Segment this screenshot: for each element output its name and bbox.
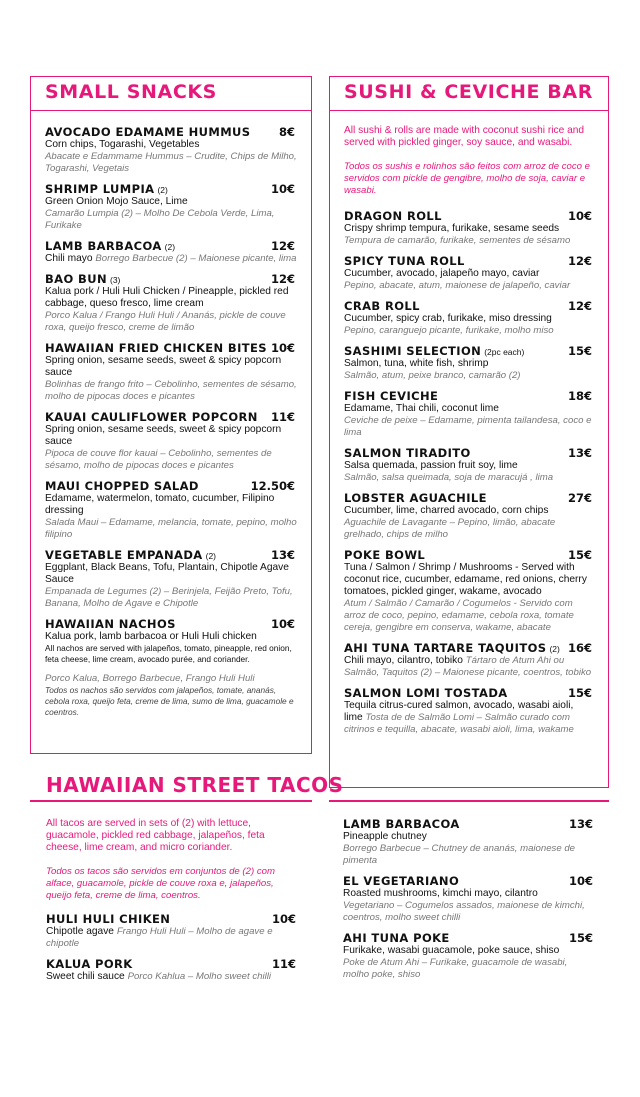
item-description: Spring onion, sesame seeds, sweet & spicy popcorn sauce	[45, 355, 282, 378]
menu-item-head	[344, 548, 594, 562]
item-name: HAWAIIAN NACHOS	[45, 617, 176, 631]
item-description-pt: Pepino, abacate, atum, maionese de jalapeño, caviar	[344, 280, 571, 291]
item-description-pt: Tempura de camarão, furikake, sementes de sésamo	[344, 235, 571, 246]
item-price: 15€	[567, 686, 592, 700]
tacos-left-list	[46, 912, 298, 983]
item-description: Pineapple chutney	[343, 831, 427, 842]
menu-item-el-vegetariano	[343, 874, 595, 924]
menu-item-lamb-barbacoa	[45, 239, 297, 265]
menu-item-head	[45, 341, 297, 355]
item-price: 10€	[568, 874, 593, 888]
menu-item-head	[344, 686, 594, 700]
item-desc-pt: Borrego Barbecue (2) – Maionese picante, lima	[95, 253, 297, 264]
tacos-intro: All tacos are served in sets of (2) with lettuce, guacamole, pickled red cabbage, jalapeños, feta cheese, lime cream, and micro coriander.	[46, 818, 265, 853]
item-price: 10€	[567, 209, 592, 223]
item-name: SHRIMP LUMPIA	[45, 182, 155, 196]
item-description-pt: Atum / Salmão / Camarão / Cogumelos - Servido com arroz de coco, pepino, edamame, cebola roxa, tomate cereja, gengibre em conserva, wakame, abacate	[344, 598, 574, 633]
tacos-title: HAWAIIAN STREET TACOS	[46, 773, 344, 797]
nachos-note: All nachos are served with jalapeños, tomato, pineapple, red onion, feta cheese, lime cream, avocado purée, and coriander.	[45, 643, 292, 664]
menu-item-head	[344, 641, 594, 655]
item-qty: (2)	[549, 644, 560, 654]
item-description	[46, 971, 298, 983]
item-desc-pt: Tosta de de Salmão Lomi – Salmão curado com citrinos e tequilla, abacate, wasabi aioli, lima, wakame	[344, 712, 574, 735]
item-description-pt: Poke de Atum Ahi – Furikake, guacamole de wasabi, molho poke, shiso	[343, 957, 568, 980]
item-description-pt: Pipoca de couve flor kauai – Cebolinho, sementes de sésamo, molho de pipocas doces e picantes	[45, 448, 272, 471]
menu-item-head	[344, 491, 594, 505]
item-desc-en: Sweet chili sauce	[46, 971, 125, 982]
item-price: 11€	[271, 957, 296, 971]
item-description: Corn chips, Togarashi, Vegetables	[45, 139, 200, 150]
sushi-bottom-divider	[329, 800, 609, 802]
menu-item-head	[45, 239, 297, 253]
tacos-right-list	[343, 817, 595, 988]
item-price: 10€	[270, 341, 295, 355]
item-price: 10€	[270, 617, 295, 631]
item-description: Salmon, tuna, white fish, shrimp	[344, 358, 489, 369]
menu-item-head	[45, 125, 297, 139]
item-description-pt: Vegetariano – Cogumelos assados, maionese de kimchi, coentros, molho sweet chilli	[343, 900, 585, 923]
item-name: SPICY TUNA ROLL	[344, 254, 465, 268]
item-description-pt: Borrego Barbecue – Chutney de ananás, maionese de pimenta	[343, 843, 576, 866]
item-description: Furikake, wasabi guacamole, poke sauce, shiso	[343, 945, 560, 956]
small-snacks-list	[45, 125, 297, 725]
menu-item-head	[45, 548, 297, 562]
item-description	[46, 926, 298, 950]
menu-item-dragon-roll	[344, 209, 594, 247]
item-price: 10€	[270, 182, 295, 196]
item-qty: (3)	[109, 275, 121, 285]
item-name: KALUA PORK	[46, 957, 133, 971]
menu-item-head	[343, 817, 595, 831]
menu-item-spicy-tuna-roll	[344, 254, 594, 292]
item-name: LAMB BARBACOA	[343, 817, 460, 831]
item-qty: (2)	[164, 242, 176, 252]
item-name: AHI TUNA POKE	[343, 931, 450, 945]
menu-item-poke-bowl	[344, 548, 594, 634]
menu-item-head	[45, 479, 297, 493]
sushi-ceviche-section	[329, 76, 609, 788]
menu-item-salmon-tiradito	[344, 446, 594, 484]
menu-item-head	[344, 446, 594, 460]
tacos-intro-pt: Todos os tacos são servidos em conjuntos de (2) com alface, guacamole, pickle de couve roxa e, jalapeños, queijo feta, creme de lima, coentros.	[46, 866, 275, 901]
item-description: Cucumber, avocado, jalapeño mayo, caviar	[344, 268, 540, 279]
item-price: 13€	[567, 446, 592, 460]
item-price: 12€	[270, 239, 295, 253]
menu-item-bao-bun	[45, 272, 297, 334]
sushi-intro-pt: Todos os sushis e rolinhos são feitos com arroz de coco e servidos com pickle de gengibre, molho de soja, caviar e wasabi.	[344, 161, 591, 196]
item-qty: (2)	[205, 551, 216, 561]
menu-item-head	[343, 931, 595, 945]
sushi-title: SUSHI & CEVICHE BAR	[344, 81, 593, 103]
item-name: HAWAIIAN FRIED CHICKEN BITES	[45, 341, 267, 355]
item-desc-en: Chili mayo	[45, 253, 93, 264]
item-description: Eggplant, Black Beans, Tofu, Plantain, Chipotle Agave Sauce	[45, 562, 289, 585]
item-description: Edamame, Thai chili, coconut lime	[344, 403, 499, 414]
item-description: Spring onion, sesame seeds, sweet & spicy popcorn sauce	[45, 424, 282, 447]
item-description-pt: Salmão, atum, peixe branco, camarão (2)	[344, 370, 521, 381]
item-description	[344, 655, 594, 679]
item-name: SALMON TIRADITO	[344, 446, 471, 460]
item-description-pt: Salada Maui – Edamame, melancia, tomate, pepino, molho filipino	[45, 517, 297, 540]
item-name: FISH CEVICHE	[344, 389, 439, 403]
item-price: 15€	[567, 548, 592, 562]
item-price: 16€	[567, 641, 592, 655]
sushi-header	[330, 77, 608, 111]
item-qty: (2)	[157, 185, 168, 195]
item-price: 12€	[567, 299, 592, 313]
menu-item-lamb-barbacoa	[343, 817, 595, 867]
menu-item-fish-ceviche	[344, 389, 594, 439]
item-name: HULI HULI CHIKEN	[46, 912, 171, 926]
menu-item-head	[344, 299, 594, 313]
menu-item-head	[46, 957, 298, 971]
sushi-content	[344, 125, 594, 743]
menu-item-shrimp-lumpia	[45, 182, 297, 232]
item-desc-en: Tequila citrus-cured salmon, avocado, wasabi aioli, lime	[344, 700, 574, 723]
menu-item-maui-chopped-salad	[45, 479, 297, 541]
item-name: LAMB BARBACOA	[45, 239, 162, 253]
item-description: Kalua pork, lamb barbacoa or Huli Huli chicken	[45, 631, 257, 642]
item-description-pt: Abacate e Edammame Hummus – Crudite, Chips de Milho, Togarashi, Vegetais	[45, 151, 297, 174]
small-snacks-title: SMALL SNACKS	[45, 81, 217, 103]
item-description-pt: Pepino, caranguejo picante, furikake, molho miso	[344, 325, 554, 336]
small-snacks-header	[31, 77, 311, 111]
item-name: VEGETABLE EMPANADA	[45, 548, 203, 562]
tacos-divider	[30, 800, 312, 802]
item-desc-pt: Tártaro de Atum Ahi ou Salmão, Taquitos (2) – Maionese picante, coentros, tobiko	[344, 655, 592, 678]
menu-item-head	[45, 182, 297, 196]
item-description: Green Onion Mojo Sauce, Lime	[45, 196, 188, 207]
menu-item-head	[45, 410, 297, 424]
small-snacks-section	[30, 76, 312, 754]
menu-item-avocado-edamame-hummus	[45, 125, 297, 175]
menu-item-hawaiian-fried-chicken-bites	[45, 341, 297, 403]
item-price: 15€	[568, 931, 593, 945]
item-desc-en: Chipotle agave	[46, 926, 114, 937]
item-price: 10€	[271, 912, 296, 926]
item-price: 11€	[270, 410, 295, 424]
menu-item-crab-roll	[344, 299, 594, 337]
item-price: 8€	[278, 125, 295, 139]
menu-item-ahi-tuna-poke	[343, 931, 595, 981]
item-name: MAUI CHOPPED SALAD	[45, 479, 199, 493]
menu-item-lobster-aguachile	[344, 491, 594, 541]
sushi-intro: All sushi & rolls are made with coconut sushi rice and served with pickled ginger, soy sauce, and wasabi.	[344, 125, 585, 148]
item-name: DRAGON ROLL	[344, 209, 442, 223]
item-name: POKE BOWL	[344, 548, 426, 562]
item-description: Cucumber, lime, charred avocado, corn chips	[344, 505, 549, 516]
item-name: BAO BUN	[45, 272, 107, 286]
item-description-pt: Aguachile de Lavagante – Pepino, limão, abacate grelhado, chips de milho	[344, 517, 556, 540]
item-description-pt: Porco Kalua, Borrego Barbecue, Frango Huli Huli	[45, 673, 255, 684]
item-description: Cucumber, spicy crab, furikake, miso dressing	[344, 313, 552, 324]
item-price: 12€	[270, 272, 295, 286]
item-description-pt: Camarão Lumpia (2) – Molho De Cebola Verde, Lima, Furikake	[45, 208, 275, 231]
item-price: 12.50€	[250, 479, 295, 493]
menu-item-sashimi-selection	[344, 344, 594, 382]
menu-item-kauai-cauliflower-popcorn	[45, 410, 297, 472]
item-price: 27€	[567, 491, 592, 505]
menu-item-kalua-pork	[46, 957, 298, 983]
item-name: AVOCADO EDAMAME HUMMUS	[45, 125, 251, 139]
menu-item-huli-huli-chiken	[46, 912, 298, 950]
item-description-pt: Salmão, salsa queimada, soja de maracujá , lima	[344, 472, 554, 483]
item-description: Salsa quemada, passion fruit soy, lime	[344, 460, 518, 471]
item-description-pt: Porco Kalua / Frango Huli Huli / Ananás, pickle de couve roxa, queijo fresco, creme de limão	[45, 310, 286, 333]
item-desc-pt: Porco Kahlua – Molho sweet chilli	[127, 971, 272, 982]
item-description-pt: Empanada de Legumes (2) – Berinjela, Feijão Preto, Tofu, Banana, Molho de Agave e Chipotle	[45, 586, 293, 609]
item-price: 13€	[568, 817, 593, 831]
item-name: CRAB ROLL	[344, 299, 420, 313]
menu-item-head	[45, 272, 297, 286]
item-description-pt: Bolinhas de frango frito – Cebolinho, sementes de sésamo, molho de pipocas doces e picantes	[45, 379, 297, 402]
item-description	[45, 253, 297, 265]
item-description: Roasted mushrooms, kimchi mayo, cilantro	[343, 888, 538, 899]
item-name: SALMON LOMI TOSTADA	[344, 686, 508, 700]
item-price: 18€	[567, 389, 592, 403]
item-qty: (2pc each)	[484, 347, 525, 357]
item-description: Tuna / Salmon / Shrimp / Mushrooms - Served with coconut rice, cucumber, edamame, red onions, cherry tomatoes, pickled ginger, wakame, avocado	[344, 562, 587, 597]
item-name: SASHIMI SELECTION	[344, 344, 482, 358]
item-name: KAUAI CAULIFLOWER POPCORN	[45, 410, 258, 424]
menu-item-head	[344, 344, 594, 358]
item-name: AHI TUNA TARTARE TAQUITOS	[344, 641, 547, 655]
menu-item-vegetable-empanada	[45, 548, 297, 610]
menu-item-head	[45, 617, 297, 631]
item-price: 13€	[270, 548, 295, 562]
menu-item-head	[344, 389, 594, 403]
item-price: 15€	[567, 344, 592, 358]
menu-item-head	[344, 209, 594, 223]
nachos-note-pt: Todos os nachos são servidos com jalapeños, tomate, ananás, cebola roxa, queijo feta, creme de lima, sumo de lima, guacamole e coentros.	[45, 685, 294, 717]
item-description	[344, 700, 594, 736]
item-description: Kalua pork / Huli Huli Chicken / Pineapple, pickled red cabbage, queso fresco, lime cream	[45, 286, 289, 309]
item-desc-en: Chili mayo, cilantro, tobiko	[344, 655, 463, 666]
item-name: EL VEGETARIANO	[343, 874, 460, 888]
item-desc-pt: Frango Huli Huli – Molho de agave e chipotle	[46, 926, 273, 949]
item-name: LOBSTER AGUACHILE	[344, 491, 487, 505]
menu-item-head	[46, 912, 298, 926]
item-price: 12€	[567, 254, 592, 268]
item-description: Edamame, watermelon, tomato, cucumber, Filipino dressing	[45, 493, 275, 516]
item-description-pt: Ceviche de peixe – Edamame, pimenta tailandesa, coco e lima	[344, 415, 592, 438]
menu-item-head	[344, 254, 594, 268]
item-description: Crispy shrimp tempura, furikake, sesame seeds	[344, 223, 560, 234]
menu-item-hawaiian-nachos	[45, 617, 297, 718]
menu-item-head	[343, 874, 595, 888]
sushi-list	[344, 209, 594, 736]
tacos-left-column	[46, 818, 298, 990]
menu-item-ahi-tuna-tartare-taquitos	[344, 641, 594, 679]
menu-item-salmon-lomi-tostada	[344, 686, 594, 736]
